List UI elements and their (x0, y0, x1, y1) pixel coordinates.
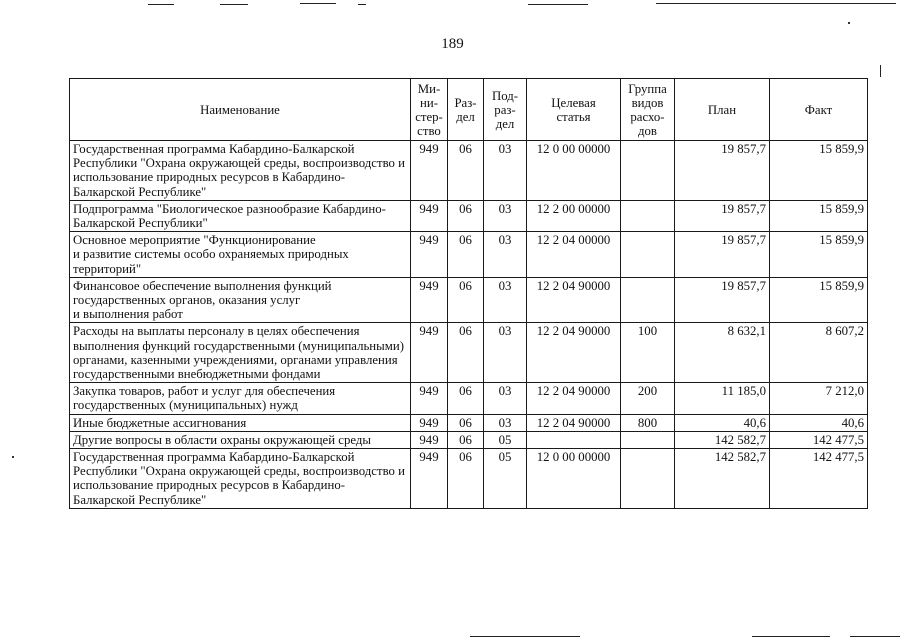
scan-artifact-line (470, 636, 580, 637)
cell-target: 12 0 00 00000 (527, 141, 621, 201)
cell-plan: 19 857,7 (675, 200, 770, 231)
cell-fact: 15 859,9 (770, 200, 868, 231)
header-fact: Факт (770, 79, 868, 141)
cell-subsection: 03 (484, 383, 527, 414)
cell-plan: 19 857,7 (675, 277, 770, 323)
cell-name: Финансовое обеспечение выполнения функций государственных органов, оказания услуг и выполнения работ (70, 277, 411, 323)
scan-artifact-line (880, 65, 881, 77)
cell-section: 06 (448, 414, 484, 431)
cell-section: 06 (448, 200, 484, 231)
table-row (70, 232, 868, 278)
cell-plan: 142 582,7 (675, 431, 770, 448)
header-plan: План (675, 79, 770, 141)
cell-subsection: 05 (484, 431, 527, 448)
cell-section: 06 (448, 323, 484, 383)
cell-ministry: 949 (411, 232, 448, 278)
cell-plan: 142 582,7 (675, 449, 770, 509)
cell-fact: 15 859,9 (770, 277, 868, 323)
cell-expense-group (621, 449, 675, 509)
cell-expense-group: 200 (621, 383, 675, 414)
cell-name: Подпрограмма "Биологическое разнообразие Кабардино-Балкарской Республики" (70, 200, 411, 231)
cell-section: 06 (448, 431, 484, 448)
table-row (70, 383, 868, 414)
header-name: Наименование (70, 79, 411, 141)
cell-plan: 19 857,7 (675, 232, 770, 278)
cell-subsection: 03 (484, 232, 527, 278)
header-expense-group: Группа видов расхо- дов (621, 79, 675, 141)
cell-target: 12 2 04 90000 (527, 323, 621, 383)
table-header-row (70, 79, 868, 141)
cell-ministry: 949 (411, 449, 448, 509)
cell-fact: 40,6 (770, 414, 868, 431)
cell-name: Расходы на выплаты персоналу в целях обеспечения выполнения функций государственными (муниципальными) органами, казенными учреждениями, органами управления государственными внебюджетными фондами (70, 323, 411, 383)
scan-artifact-line (656, 3, 896, 4)
cell-subsection: 03 (484, 414, 527, 431)
cell-fact: 8 607,2 (770, 323, 868, 383)
cell-expense-group (621, 141, 675, 201)
header-section: Раз- дел (448, 79, 484, 141)
cell-ministry: 949 (411, 431, 448, 448)
cell-expense-group (621, 277, 675, 323)
scan-artifact-line (358, 4, 366, 5)
cell-target: 12 2 00 00000 (527, 200, 621, 231)
table-row (70, 200, 868, 231)
cell-target: 12 2 04 90000 (527, 277, 621, 323)
scan-artifact-dot (848, 22, 850, 24)
table-body (70, 141, 868, 509)
cell-expense-group (621, 431, 675, 448)
table-row (70, 141, 868, 201)
scan-artifact-line (148, 4, 174, 5)
cell-target: 12 0 00 00000 (527, 449, 621, 509)
budget-table (69, 78, 868, 509)
cell-fact: 7 212,0 (770, 383, 868, 414)
cell-ministry: 949 (411, 383, 448, 414)
header-subsection: Под- раз- дел (484, 79, 527, 141)
table-row (70, 277, 868, 323)
cell-target (527, 431, 621, 448)
cell-subsection: 03 (484, 277, 527, 323)
scan-artifact-line (528, 4, 588, 5)
scan-artifact-line (300, 3, 336, 4)
cell-plan: 8 632,1 (675, 323, 770, 383)
scan-artifact-dot (12, 456, 14, 458)
cell-name: Основное мероприятие "Функционирование и развитие системы особо охраняемых природных территорий" (70, 232, 411, 278)
cell-fact: 15 859,9 (770, 232, 868, 278)
cell-target: 12 2 04 00000 (527, 232, 621, 278)
header-target: Целевая статья (527, 79, 621, 141)
scan-artifact-line (752, 636, 830, 637)
cell-expense-group: 100 (621, 323, 675, 383)
cell-fact: 142 477,5 (770, 431, 868, 448)
table-row (70, 449, 868, 509)
cell-section: 06 (448, 383, 484, 414)
cell-expense-group (621, 232, 675, 278)
cell-section: 06 (448, 141, 484, 201)
cell-name: Государственная программа Кабардино-Балкарской Республики "Охрана окружающей среды, воспроизводство и использование природных ресурсов в Кабардино-Балкарской Республике" (70, 141, 411, 201)
cell-plan: 40,6 (675, 414, 770, 431)
cell-ministry: 949 (411, 277, 448, 323)
header-ministry: Ми- ни- стер- ство (411, 79, 448, 141)
cell-ministry: 949 (411, 414, 448, 431)
cell-subsection: 03 (484, 200, 527, 231)
scan-artifact-line (850, 636, 900, 637)
cell-fact: 15 859,9 (770, 141, 868, 201)
cell-ministry: 949 (411, 141, 448, 201)
page-number: 189 (441, 36, 464, 52)
cell-name: Иные бюджетные ассигнования (70, 414, 411, 431)
cell-fact: 142 477,5 (770, 449, 868, 509)
table-row (70, 414, 868, 431)
cell-ministry: 949 (411, 323, 448, 383)
cell-subsection: 03 (484, 141, 527, 201)
cell-subsection: 03 (484, 323, 527, 383)
cell-target: 12 2 04 90000 (527, 414, 621, 431)
cell-target: 12 2 04 90000 (527, 383, 621, 414)
cell-name: Другие вопросы в области охраны окружающей среды (70, 431, 411, 448)
cell-expense-group: 800 (621, 414, 675, 431)
cell-name: Государственная программа Кабардино-Балкарской Республики "Охрана окружающей среды, воспроизводство и использование природных ресурсов в Кабардино-Балкарской Республике" (70, 449, 411, 509)
cell-section: 06 (448, 449, 484, 509)
cell-section: 06 (448, 277, 484, 323)
cell-name: Закупка товаров, работ и услуг для обеспечения государственных (муниципальных) нужд (70, 383, 411, 414)
cell-ministry: 949 (411, 200, 448, 231)
scan-artifact-line (220, 4, 248, 5)
cell-section: 06 (448, 232, 484, 278)
table-row (70, 323, 868, 383)
cell-expense-group (621, 200, 675, 231)
cell-plan: 19 857,7 (675, 141, 770, 201)
table-row (70, 431, 868, 448)
cell-plan: 11 185,0 (675, 383, 770, 414)
cell-subsection: 05 (484, 449, 527, 509)
